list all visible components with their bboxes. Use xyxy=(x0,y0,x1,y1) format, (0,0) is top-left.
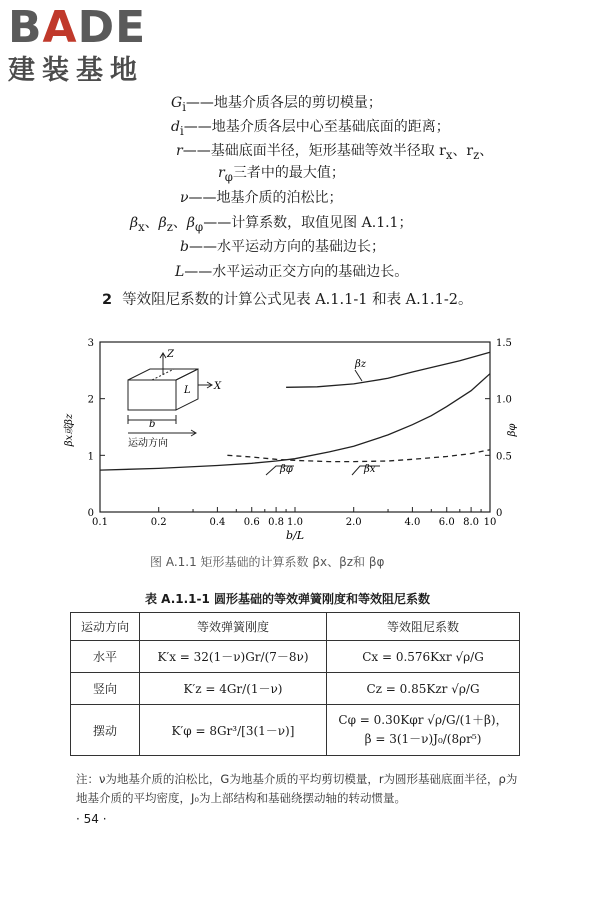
logo-subtitle: 建装基地 xyxy=(8,55,144,86)
x-tick-label: 6.0 xyxy=(438,517,455,528)
cell-stiffness: K′x = 32(1－ν)Gr/(7－8ν) xyxy=(140,641,327,673)
x-tick-label: 8.0 xyxy=(463,517,480,528)
y-axis-left-label: βx或βz xyxy=(64,413,75,447)
cell-direction: 水平 xyxy=(71,641,140,673)
table-row xyxy=(71,705,520,756)
damping-line-2: β = 3(1－ν)J₀/(8ρr⁵) xyxy=(364,732,482,746)
figure-caption: 图 A.1.1 矩形基础的计算系数 βx、βz和 βφ xyxy=(150,555,385,569)
x-axis-label: b/L xyxy=(285,529,305,542)
cell-stiffness: K′φ = 8Gr³/[3(1－ν)] xyxy=(140,705,327,756)
header-stiffness: 等效弹簧刚度 xyxy=(140,613,327,641)
x-tick-label: 0.1 xyxy=(92,517,108,528)
label-beta-x: βx xyxy=(364,464,376,475)
x-tick-label: 2.0 xyxy=(345,517,362,528)
damping-line-1: Cφ = 0.30Kφr √ρ/G/(1＋β)， xyxy=(338,713,508,727)
inset-diagram xyxy=(128,353,212,436)
definition-r: r——基础底面半径，矩形基础等效半径取 $r_x$、$r_z$、 xyxy=(176,143,494,162)
definition-nu: ν——地基介质的泊松比； xyxy=(180,190,343,206)
x-tick-label: 0.8 xyxy=(268,517,285,528)
inset-l-label: L xyxy=(184,385,191,396)
header-damping: 等效阻尼系数 xyxy=(327,613,520,641)
brand-logo xyxy=(8,4,146,88)
logo-wordmark: BADE xyxy=(8,2,147,53)
table-note: 注：ν为地基介质的泊松比，G为地基介质的平均剪切模量，r为圆形基础底面半径，ρ为地基介质的平均密度，J₀为上部结构和基础绕摆动轴的转动惯量。 xyxy=(76,772,518,805)
x-tick-label: 10 xyxy=(483,517,497,528)
x-tick-label: 1.0 xyxy=(287,517,303,528)
y-right-tick-label: 0.5 xyxy=(496,451,512,463)
series-βφ xyxy=(100,374,490,470)
cell-damping xyxy=(327,705,520,756)
definition-Gi: $G_i——$地基介质各层的剪切模量； xyxy=(171,95,382,114)
y-axis-right-label: βφ xyxy=(507,423,518,437)
stiffness-damping-table xyxy=(70,612,520,756)
definition-b: b——水平运动方向的基础边长； xyxy=(180,239,385,255)
block-front xyxy=(128,380,176,410)
paragraph-number: 2 xyxy=(102,292,113,308)
y-right-tick-label: 1.0 xyxy=(496,394,512,406)
cell-damping: Cz = 0.85Kzr √ρ/G xyxy=(327,673,520,705)
series-βz xyxy=(286,352,490,387)
beta-coefficient-chart xyxy=(0,325,600,550)
header-direction: 运动方向 xyxy=(71,613,140,641)
table-row xyxy=(71,673,520,705)
table-header-row xyxy=(71,613,520,641)
inset-motion-label: 运动方向 xyxy=(128,438,168,449)
inset-x-label: X xyxy=(214,381,222,392)
definition-L: L——水平运动正交方向的基础边长。 xyxy=(175,264,409,280)
label-beta-z: βz xyxy=(355,359,367,370)
inset-z-label: Z xyxy=(167,349,174,360)
page-number: · 54 · xyxy=(76,812,107,826)
cell-stiffness: K′z = 4Gr/(1－ν) xyxy=(140,673,327,705)
cell-direction: 摆动 xyxy=(71,705,140,756)
table-title: 表 A.1.1-1 圆形基础的等效弹簧刚度和等效阻尼系数 xyxy=(145,592,431,606)
x-tick-label: 0.4 xyxy=(209,517,226,528)
x-tick-label: 0.6 xyxy=(243,517,260,528)
y-left-tick-label: 0 xyxy=(87,508,94,519)
y-right-tick-label: 1.5 xyxy=(496,338,512,349)
y-left-tick-label: 3 xyxy=(87,338,94,349)
paragraph-2 xyxy=(102,288,472,309)
paragraph-text: 等效阻尼系数的计算公式见表 A.1.1-1 和表 A.1.1-2。 xyxy=(122,292,473,308)
definition-r-continued: $r_\varphi$三者中的最大值； xyxy=(218,165,345,184)
cell-damping: Cx = 0.576Kxr √ρ/G xyxy=(327,641,520,673)
definition-beta: $\beta_x$、$\beta_z$、$\beta_\varphi——$计算系数，取值见图 A.1.1； xyxy=(130,215,413,234)
inset-b-label: b xyxy=(149,419,156,430)
table-row xyxy=(71,641,520,673)
label-beta-phi: βφ xyxy=(280,464,293,475)
definition-di: $d_i——$地基介质各层中心至基础底面的距离； xyxy=(171,119,450,138)
x-tick-label: 4.0 xyxy=(404,517,421,528)
y-right-tick-label: 0 xyxy=(496,508,503,519)
y-left-tick-label: 2 xyxy=(87,394,94,406)
series-βx xyxy=(227,450,490,462)
y-left-tick-label: 1 xyxy=(87,451,94,463)
cell-direction: 竖向 xyxy=(71,673,140,705)
x-tick-label: 0.2 xyxy=(150,517,167,528)
